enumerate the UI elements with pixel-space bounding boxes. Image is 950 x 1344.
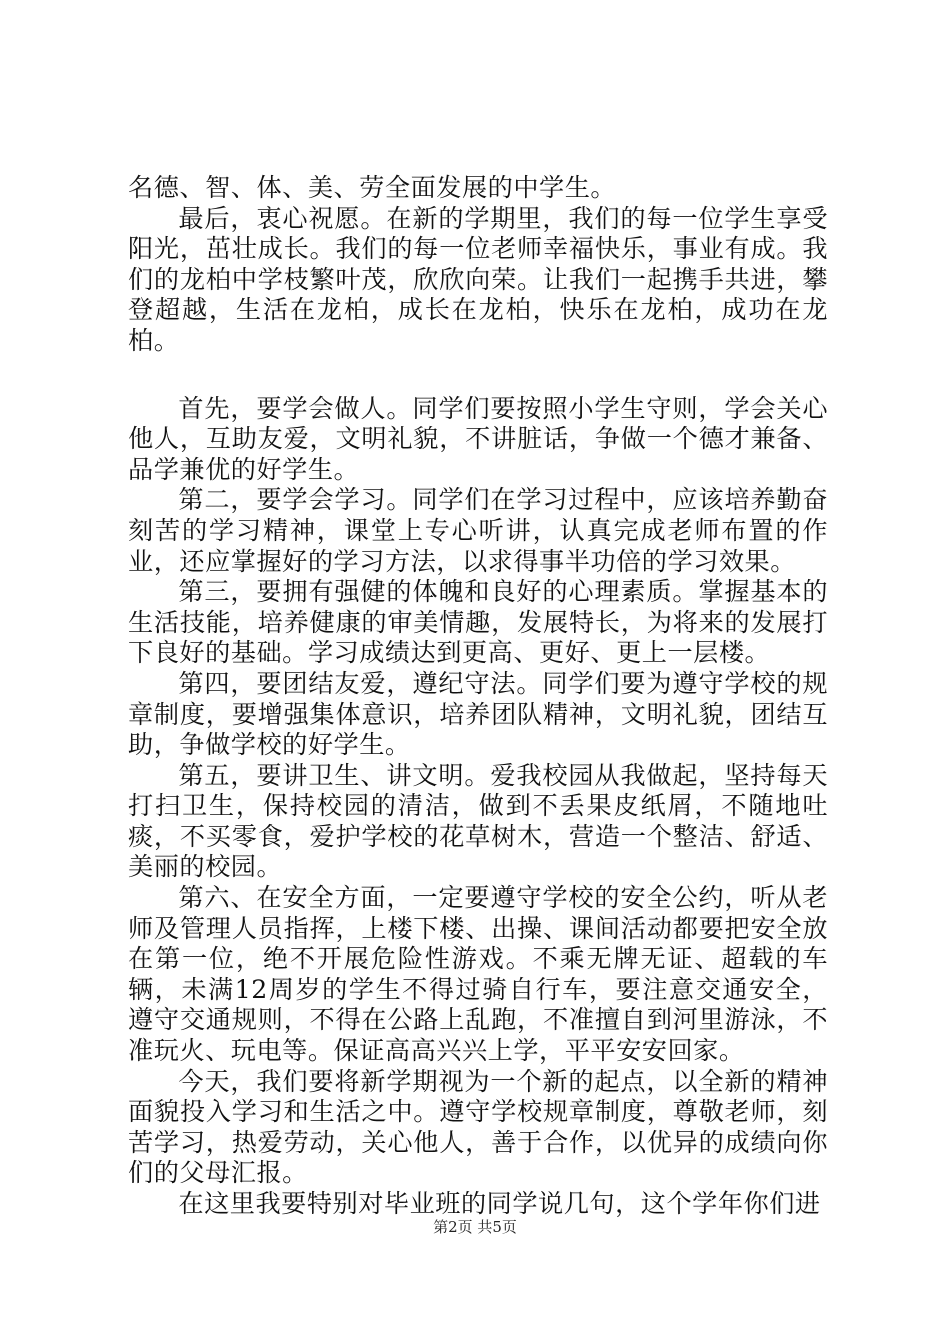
paragraph-sixth-point: 第六、在安全方面，一定要遵守学校的安全公约，听从老师及管理人员指挥，上楼下楼、出操、课间活动都要把安全放在第一位，绝不开展危险性游戏。不乘无牌无证、超载的车辆，未满12周岁的学生不得过骑自行车，要注意交通安全，遵守交通规则，不得在公路上乱跑，不准擅自到河里游泳，不准玩火、玩电等。保证高高兴兴上学，平平安安回家。 [128, 883, 828, 1066]
paragraph-today: 今天，我们要将新学期视为一个新的起点，以全新的精神面貌投入学习和生活之中。遵守学校规章制度，尊敬老师，刻苦学习，热爱劳动，关心他人，善于合作，以优异的成绩向你们的父母汇报。 [128, 1066, 828, 1188]
paragraph-graduating-class: 在这里我要特别对毕业班的同学说几句，这个学年你们进 [178, 1189, 821, 1218]
paragraph-fourth-point: 第四，要团结友爱，遵纪守法。同学们要为遵守学校的规章制度，要增强集体意识，培养团队精神，文明礼貌，团结互助，争做学校的好学生。 [128, 668, 828, 760]
page-number-footer: 第2页 共5页 [433, 1218, 517, 1236]
document-body [128, 173, 828, 1220]
paragraph-closing-wishes: 最后，衷心祝愿。在新的学期里，我们的每一位学生享受阳光，茁壮成长。我们的每一位老师幸福快乐，事业有成。我们的龙柏中学枝繁叶茂，欣欣向荣。让我们一起携手共进，攀登超越，生活在龙柏，成长在龙柏，快乐在龙柏，成功在龙柏。 [128, 203, 828, 355]
paragraph-third-point: 第三，要拥有强健的体魄和良好的心理素质。掌握基本的生活技能，培养健康的审美情趣，发展特长，为将来的发展打下良好的基础。学习成绩达到更高、更好、更上一层楼。 [128, 577, 828, 668]
paragraph-second-point: 第二，要学会学习。同学们在学习过程中，应该培养勤奋刻苦的学习精神，课堂上专心听讲，认真完成老师布置的作业，还应掌握好的学习方法，以求得事半功倍的学习效果。 [128, 485, 828, 576]
paragraph-fifth-point: 第五，要讲卫生、讲文明。爱我校园从我做起，坚持每天打扫卫生，保持校园的清洁，做到不丢果皮纸屑，不随地吐痰，不买零食，爱护学校的花草树木，营造一个整洁、舒适、美丽的校园。 [128, 760, 828, 882]
paragraph-first-point: 首先，要学会做人。同学们要按照小学生守则，学会关心他人，互助友爱，文明礼貌，不讲脏话，争做一个德才兼备、品学兼优的好学生。 [128, 393, 828, 484]
paragraph-continuation: 名德、智、体、美、劳全面发展的中学生。 [128, 173, 617, 202]
